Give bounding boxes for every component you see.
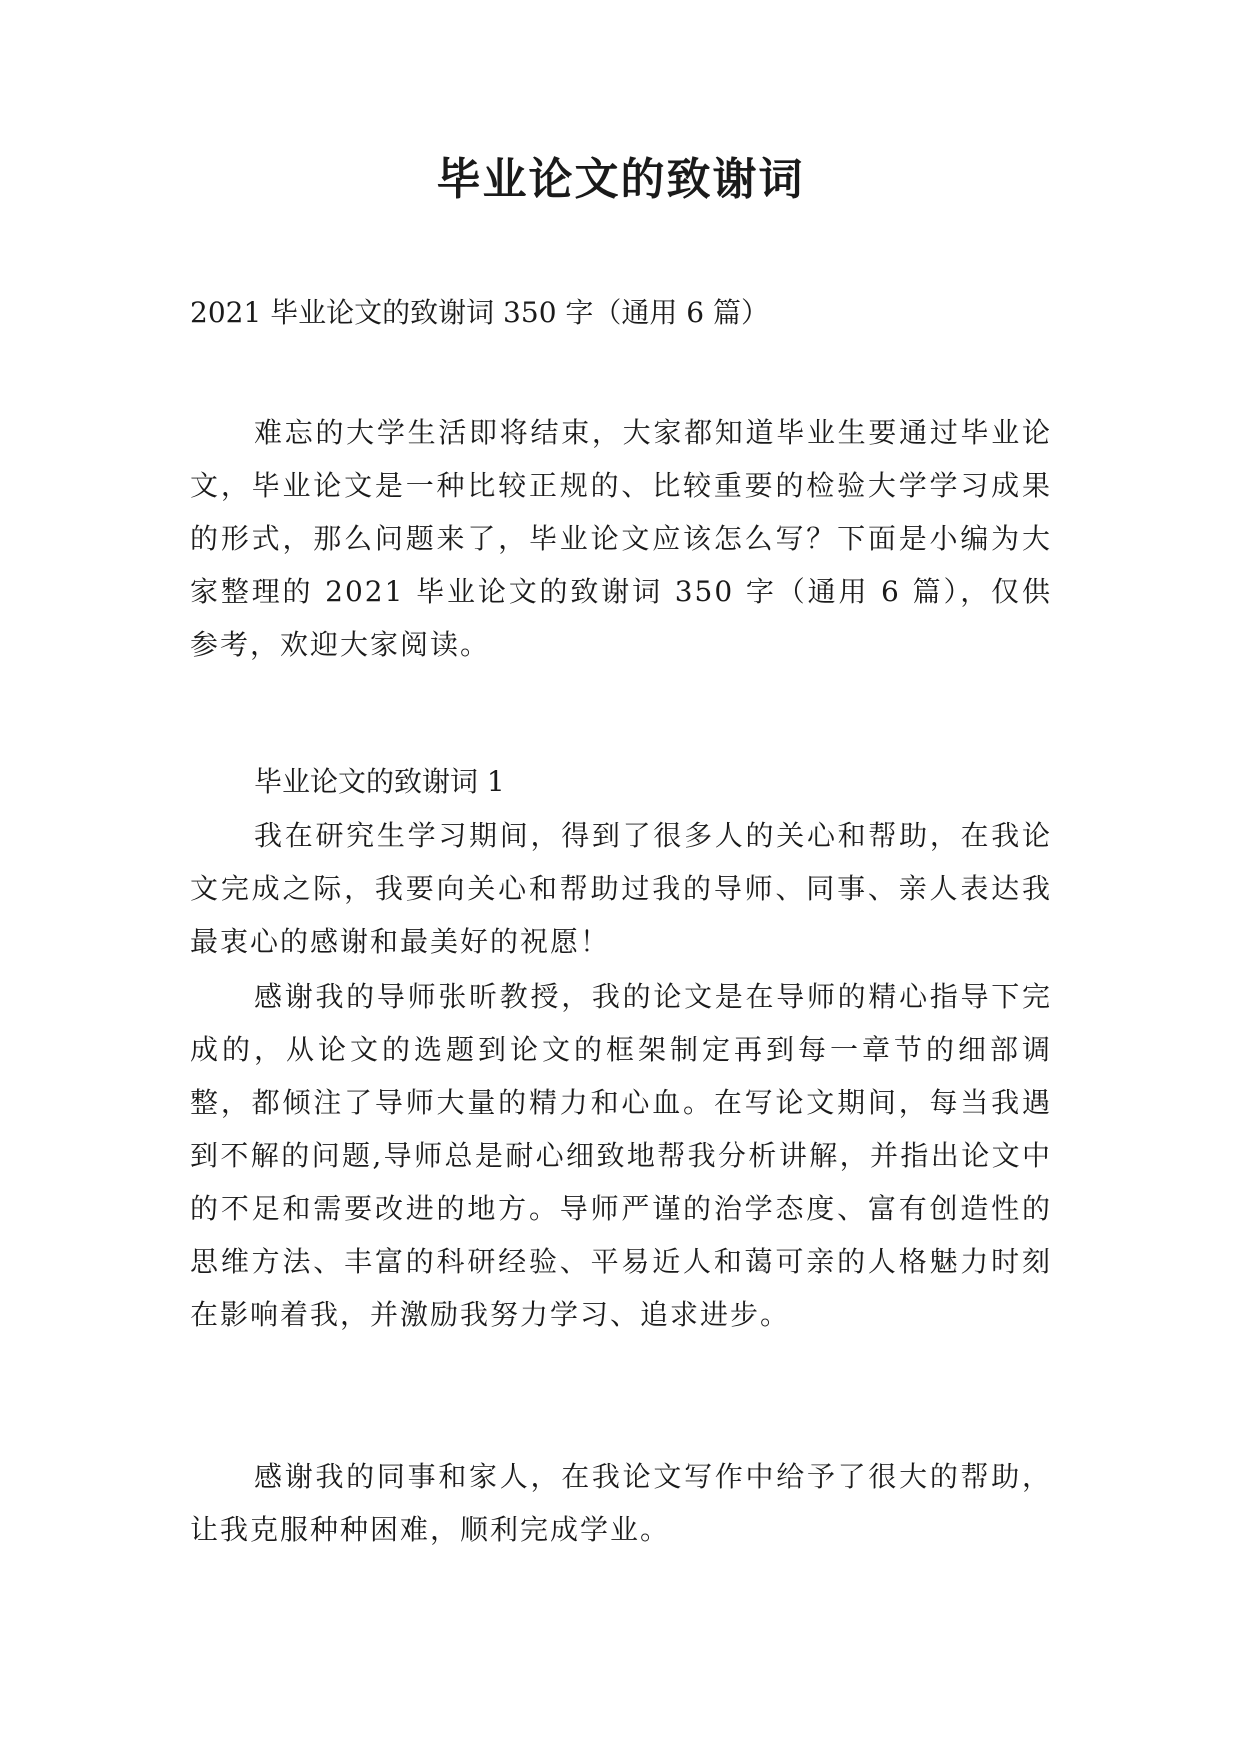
section-heading: 毕业论文的致谢词 1	[254, 765, 505, 798]
body-paragraph: 我在研究生学习期间，得到了很多人的关心和帮助，在我论文完成之际，我要向关心和帮助过我的导师、同事、亲人表达我最衷心的感谢和最美好的祝愿！	[190, 819, 1052, 958]
intro-paragraph: 难忘的大学生活即将结束，大家都知道毕业生要通过毕业论文，毕业论文是一种比较正规的、比较重要的检验大学学习成果的形式，那么问题来了，毕业论文应该怎么写？下面是小编为大家整理的 2021 毕业论文的致谢词 350 字（通用 6 篇），仅供参考，欢迎大家阅读。	[190, 416, 1052, 661]
body-paragraph: 感谢我的同事和家人，在我论文写作中给予了很大的帮助，让我克服种种困难，顺利完成学业。	[190, 1460, 1052, 1546]
document-title: 毕业论文的致谢词	[436, 154, 805, 205]
document-subtitle: 2021 毕业论文的致谢词 350 字（通用 6 篇）	[190, 296, 770, 329]
body-paragraph: 感谢我的导师张昕教授，我的论文是在导师的精心指导下完成的，从论文的选题到论文的框架制定再到每一章节的细部调整，都倾注了导师大量的精力和心血。在写论文期间，每当我遇到不解的问题,导师总是耐心细致地帮我分析讲解，并指出论文中的不足和需要改进的地方。导师严谨的治学态度、富有创造性的思维方法、丰富的科研经验、平易近人和蔼可亲的人格魅力时刻在影响着我，并激励我努力学习、追求进步。	[190, 980, 1052, 1331]
